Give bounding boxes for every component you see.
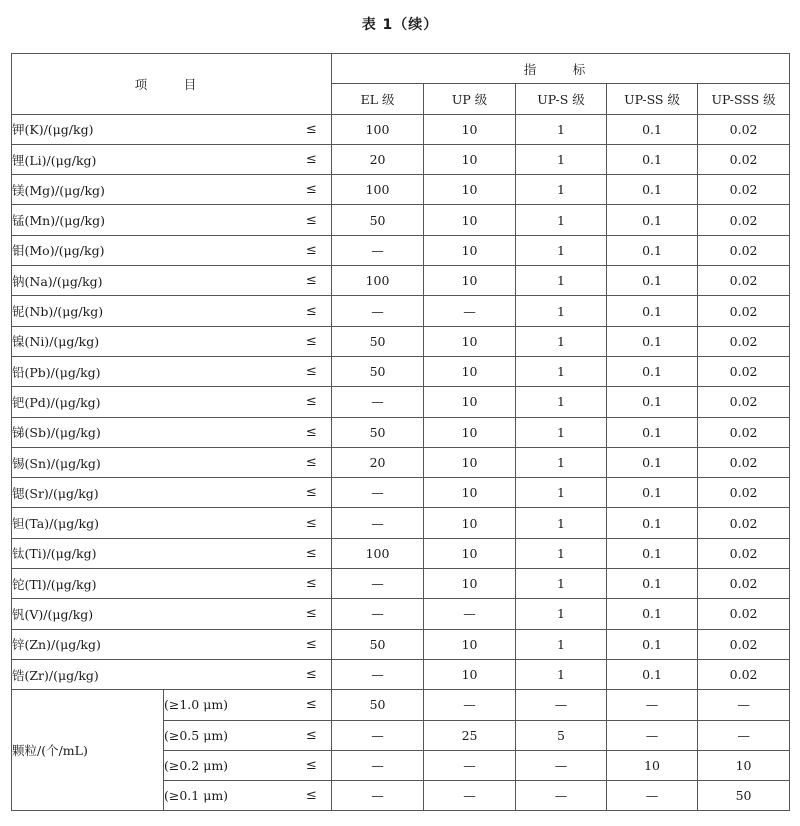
value-up-s: 1	[516, 569, 607, 599]
grade-header-up-s: UP-S 级	[516, 84, 607, 114]
value-up-sss: 0.02	[698, 235, 790, 265]
le-symbol: ≤	[292, 569, 332, 599]
value-up-ss: 0.1	[607, 175, 698, 205]
item-header: 项 目	[12, 54, 332, 115]
le-symbol: ≤	[292, 235, 332, 265]
indicator-header: 指 标	[332, 54, 790, 84]
value-up-ss: 10	[607, 750, 698, 780]
value-el: 50	[332, 629, 424, 659]
value-el: 100	[332, 266, 424, 296]
table-row	[12, 538, 790, 568]
value-up-ss: 0.1	[607, 538, 698, 568]
value-up-sss: 0.02	[698, 569, 790, 599]
value-up: 10	[424, 114, 516, 144]
value-up-ss: 0.1	[607, 387, 698, 417]
value-up: —	[424, 690, 516, 720]
particle-label: 颗粒/(个/mL)	[12, 690, 164, 811]
value-up-s: 1	[516, 266, 607, 296]
item-name: 钾(K)/(μg/kg)	[12, 114, 292, 144]
value-el: 50	[332, 326, 424, 356]
value-up: —	[424, 750, 516, 780]
le-symbol: ≤	[292, 659, 332, 689]
particle-size: (≥0.5 μm)	[164, 720, 292, 750]
value-up-s: 1	[516, 235, 607, 265]
le-symbol: ≤	[292, 296, 332, 326]
value-up-sss: 0.02	[698, 387, 790, 417]
value-up-ss: 0.1	[607, 326, 698, 356]
le-symbol: ≤	[292, 478, 332, 508]
value-up-s: —	[516, 690, 607, 720]
value-up-ss: 0.1	[607, 447, 698, 477]
value-el: —	[332, 478, 424, 508]
value-up-sss: —	[698, 690, 790, 720]
table-row	[12, 478, 790, 508]
le-symbol: ≤	[292, 326, 332, 356]
value-el: —	[332, 750, 424, 780]
value-up-s: —	[516, 750, 607, 780]
value-up: 10	[424, 569, 516, 599]
table-caption: 表 1（续）	[361, 17, 439, 33]
value-el: 100	[332, 538, 424, 568]
le-symbol: ≤	[292, 144, 332, 174]
value-up-s: 1	[516, 447, 607, 477]
le-symbol: ≤	[292, 720, 332, 750]
item-name: 钛(Ti)/(μg/kg)	[12, 538, 292, 568]
table-row	[12, 235, 790, 265]
le-symbol: ≤	[292, 690, 332, 720]
value-up-s: 1	[516, 114, 607, 144]
value-up-s: 1	[516, 356, 607, 386]
value-up-sss: 50	[698, 781, 790, 811]
value-el: 50	[332, 356, 424, 386]
value-up-ss: 0.1	[607, 205, 698, 235]
le-symbol: ≤	[292, 508, 332, 538]
value-up: 10	[424, 508, 516, 538]
value-up-s: 1	[516, 175, 607, 205]
value-up: 10	[424, 235, 516, 265]
le-symbol: ≤	[292, 205, 332, 235]
value-el: —	[332, 599, 424, 629]
header-row-1	[12, 54, 790, 84]
item-name: 铅(Pb)/(μg/kg)	[12, 356, 292, 386]
table-row	[12, 296, 790, 326]
table-row	[12, 659, 790, 689]
value-up: 10	[424, 478, 516, 508]
le-symbol: ≤	[292, 629, 332, 659]
table-row	[12, 508, 790, 538]
value-el: —	[332, 569, 424, 599]
item-name: 镍(Ni)/(μg/kg)	[12, 326, 292, 356]
value-up: —	[424, 781, 516, 811]
value-up: 10	[424, 629, 516, 659]
item-name: 钯(Pd)/(μg/kg)	[12, 387, 292, 417]
item-name: 钼(Mo)/(μg/kg)	[12, 235, 292, 265]
value-el: —	[332, 659, 424, 689]
value-el: —	[332, 296, 424, 326]
value-el: —	[332, 720, 424, 750]
value-up-s: 1	[516, 296, 607, 326]
value-up: 10	[424, 205, 516, 235]
value-up: 10	[424, 447, 516, 477]
item-name: 锶(Sr)/(μg/kg)	[12, 478, 292, 508]
le-symbol: ≤	[292, 417, 332, 447]
item-name: 钒(V)/(μg/kg)	[12, 599, 292, 629]
value-up-ss: —	[607, 720, 698, 750]
value-up-ss: 0.1	[607, 417, 698, 447]
value-up-s: 1	[516, 629, 607, 659]
value-up-sss: 0.02	[698, 417, 790, 447]
item-name: 锑(Sb)/(μg/kg)	[12, 417, 292, 447]
element-rows	[12, 114, 790, 811]
value-up: —	[424, 296, 516, 326]
value-up-ss: 0.1	[607, 356, 698, 386]
value-el: —	[332, 235, 424, 265]
value-up: 10	[424, 326, 516, 356]
value-up-ss: 0.1	[607, 599, 698, 629]
value-up-sss: 0.02	[698, 175, 790, 205]
le-symbol: ≤	[292, 538, 332, 568]
value-up-ss: —	[607, 690, 698, 720]
value-up-s: —	[516, 781, 607, 811]
value-up-sss: 0.02	[698, 508, 790, 538]
value-up-sss: 0.02	[698, 599, 790, 629]
value-el: 20	[332, 144, 424, 174]
le-symbol: ≤	[292, 175, 332, 205]
value-el: 100	[332, 175, 424, 205]
value-up: 10	[424, 387, 516, 417]
particle-size: (≥0.1 μm)	[164, 781, 292, 811]
value-up-ss: 0.1	[607, 629, 698, 659]
table-row	[12, 629, 790, 659]
value-up-sss: 0.02	[698, 266, 790, 296]
value-el: —	[332, 387, 424, 417]
table-row	[12, 387, 790, 417]
table-row	[12, 356, 790, 386]
le-symbol: ≤	[292, 266, 332, 296]
value-up-ss: 0.1	[607, 508, 698, 538]
value-up-ss: 0.1	[607, 296, 698, 326]
table-row	[12, 569, 790, 599]
item-name: 钽(Ta)/(μg/kg)	[12, 508, 292, 538]
value-up-ss: 0.1	[607, 659, 698, 689]
grade-header-up: UP 级	[424, 84, 516, 114]
le-symbol: ≤	[292, 447, 332, 477]
item-name: 铌(Nb)/(μg/kg)	[12, 296, 292, 326]
value-up: 10	[424, 417, 516, 447]
value-up-s: 1	[516, 387, 607, 417]
value-up-sss: 0.02	[698, 538, 790, 568]
value-up-sss: 0.02	[698, 205, 790, 235]
value-up-ss: 0.1	[607, 235, 698, 265]
table-row	[12, 326, 790, 356]
value-up-s: 1	[516, 659, 607, 689]
grade-header-el: EL 级	[332, 84, 424, 114]
value-el: 50	[332, 690, 424, 720]
value-up: 25	[424, 720, 516, 750]
value-up-ss: 0.1	[607, 144, 698, 174]
value-up-s: 1	[516, 417, 607, 447]
item-name: 铊(Tl)/(μg/kg)	[12, 569, 292, 599]
value-up-s: 1	[516, 538, 607, 568]
le-symbol: ≤	[292, 387, 332, 417]
value-up-ss: —	[607, 781, 698, 811]
value-up: 10	[424, 356, 516, 386]
value-up-sss: 0.02	[698, 326, 790, 356]
le-symbol: ≤	[292, 750, 332, 780]
table-row	[12, 114, 790, 144]
value-el: —	[332, 508, 424, 538]
value-up-ss: 0.1	[607, 266, 698, 296]
particle-row	[12, 690, 790, 720]
value-up: 10	[424, 175, 516, 205]
le-symbol: ≤	[292, 599, 332, 629]
value-el: 50	[332, 417, 424, 447]
value-up-s: 1	[516, 599, 607, 629]
value-up-sss: 0.02	[698, 144, 790, 174]
value-up: 10	[424, 144, 516, 174]
table-row	[12, 417, 790, 447]
item-name: 锰(Mn)/(μg/kg)	[12, 205, 292, 235]
grade-header-up-ss: UP-SS 级	[607, 84, 698, 114]
value-up-s: 5	[516, 720, 607, 750]
value-up-sss: 0.02	[698, 447, 790, 477]
table-row	[12, 175, 790, 205]
particle-size: (≥1.0 μm)	[164, 690, 292, 720]
item-name: 锌(Zn)/(μg/kg)	[12, 629, 292, 659]
value-up: 10	[424, 538, 516, 568]
value-up-sss: 0.02	[698, 629, 790, 659]
value-up-sss: 0.02	[698, 356, 790, 386]
item-name: 钠(Na)/(μg/kg)	[12, 266, 292, 296]
item-name: 锡(Sn)/(μg/kg)	[12, 447, 292, 477]
value-up: —	[424, 599, 516, 629]
spec-table	[11, 53, 790, 811]
value-up-sss: 0.02	[698, 478, 790, 508]
value-up-s: 1	[516, 326, 607, 356]
table-row	[12, 205, 790, 235]
value-up-sss: 10	[698, 750, 790, 780]
value-up-sss: 0.02	[698, 296, 790, 326]
value-up-sss: —	[698, 720, 790, 750]
grade-header-up-sss: UP-SSS 级	[698, 84, 790, 114]
value-up-ss: 0.1	[607, 569, 698, 599]
particle-size: (≥0.2 μm)	[164, 750, 292, 780]
value-up-ss: 0.1	[607, 478, 698, 508]
table-row	[12, 599, 790, 629]
value-el: 20	[332, 447, 424, 477]
item-name: 镁(Mg)/(μg/kg)	[12, 175, 292, 205]
value-up: 10	[424, 659, 516, 689]
le-symbol: ≤	[292, 781, 332, 811]
value-up-s: 1	[516, 508, 607, 538]
item-name: 锆(Zr)/(μg/kg)	[12, 659, 292, 689]
value-el: 100	[332, 114, 424, 144]
value-up-s: 1	[516, 205, 607, 235]
value-up-sss: 0.02	[698, 114, 790, 144]
table-row	[12, 266, 790, 296]
value-up-s: 1	[516, 478, 607, 508]
table-row	[12, 447, 790, 477]
value-el: —	[332, 781, 424, 811]
le-symbol: ≤	[292, 356, 332, 386]
value-up-ss: 0.1	[607, 114, 698, 144]
le-symbol: ≤	[292, 114, 332, 144]
value-el: 50	[332, 205, 424, 235]
value-up-s: 1	[516, 144, 607, 174]
item-name: 锂(Li)/(μg/kg)	[12, 144, 292, 174]
table-row	[12, 144, 790, 174]
value-up-sss: 0.02	[698, 659, 790, 689]
value-up: 10	[424, 266, 516, 296]
